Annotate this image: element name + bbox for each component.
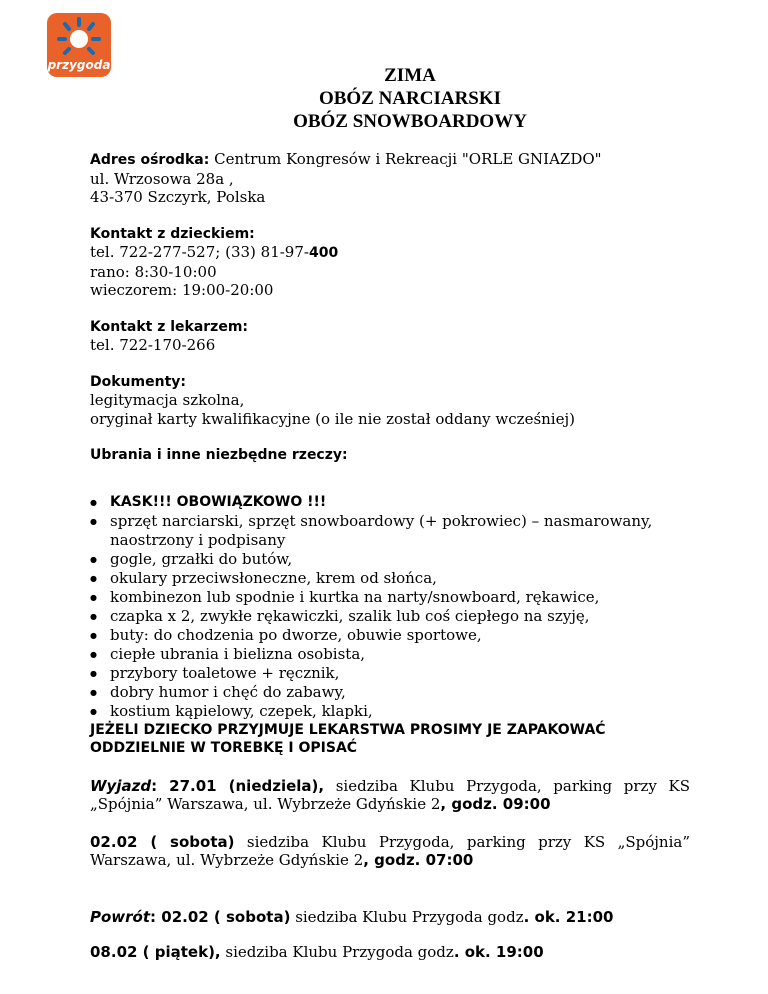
child-contact-phone-bold: 400 <box>308 245 339 261</box>
list-item: ● czapka x 2, zwykłe rękawiczki, szalik lub coś ciepłego na szyję, <box>90 607 690 626</box>
documents-section <box>90 373 690 429</box>
list-item: ● dobry humor i chęć do zabawy, <box>90 683 690 702</box>
doctor-contact-label: Kontakt z lekarzem: <box>90 318 249 335</box>
return-label: Powrót <box>90 907 151 926</box>
return-time-1: . ok. 21:00 <box>523 907 614 926</box>
list-item: ● sprzęt narciarski, sprzęt snowboardowy (+ pokrowiec) – nasmarowany, naostrzony i podpisany <box>90 512 690 550</box>
departure-time-2: , godz. 07:00 <box>363 851 474 869</box>
logo-text: przygoda <box>47 58 111 72</box>
items-list <box>90 493 690 721</box>
list-item: ● buty: do chodzenia po dworze, obuwie sportowe, <box>90 626 690 645</box>
doctor-contact-section <box>90 318 690 355</box>
departure-time-1: , godz. 09:00 <box>440 795 551 813</box>
departure-date-2: 02.02 ( sobota) <box>90 832 235 851</box>
documents-line-2: oryginał karty kwalifikacyjne (o ile nie został oddany wcześniej) <box>90 409 575 428</box>
documents-line-1: legitymacja szkolna, <box>90 391 245 409</box>
items-section <box>90 446 690 757</box>
return-text-2: siedziba Klubu Przygoda godz <box>220 943 454 961</box>
address-value: Centrum Kongresów i Rekreacji "ORLE GNIAZDO" <box>209 150 602 168</box>
return-2 <box>90 943 690 962</box>
documents-label: Dokumenty: <box>90 373 186 390</box>
doctor-contact-phone: tel. 722-170-266 <box>90 336 216 354</box>
list-item: ● kostium kąpielowy, czepek, klapki, <box>90 702 690 721</box>
list-item: ● okulary przeciwsłoneczne, krem od słońca, <box>90 569 690 588</box>
departure-label: Wyjazd <box>90 776 152 795</box>
return-time-2: . ok. 19:00 <box>453 943 544 961</box>
departure-text-1: siedziba Klubu Przygoda, parking przy KS „Spójnia” Warszawa, ul. Wybrzeże Gdyńskie 2 <box>90 776 690 813</box>
list-item: ● ciepłe ubrania i bielizna osobista, <box>90 645 690 664</box>
document-body <box>90 150 690 962</box>
child-contact-evening: wieczorem: 19:00-20:00 <box>90 281 274 299</box>
list-item: ● gogle, grzałki do butów, <box>90 550 690 569</box>
title-line-2: OBÓZ NARCIARSKI <box>318 88 502 109</box>
items-label: Ubrania i inne niezbędne rzeczy: <box>90 447 348 463</box>
page-title <box>0 64 768 133</box>
return-text-1: siedziba Klubu Przygoda godz <box>290 907 524 926</box>
title-line-3: OBÓZ SNOWBOARDOWY <box>293 111 527 132</box>
list-item: ● kombinezon lub spodnie i kurtka na narty/snowboard, rękawice, <box>90 588 690 607</box>
return-date-2: 08.02 ( piątek), <box>90 943 221 961</box>
child-contact-morning: rano: 8:30-10:00 <box>90 262 217 281</box>
departure-2 <box>90 833 690 870</box>
return-date-1: : 02.02 ( sobota) <box>150 907 291 926</box>
return-1 <box>90 908 690 927</box>
address-street: ul. Wrzosowa 28a , <box>90 169 234 188</box>
departure-1 <box>90 777 690 814</box>
child-contact-phone: tel. 722-277-527; (33) 81-97- <box>90 243 309 261</box>
title-line-1: ZIMA <box>384 65 436 86</box>
departure-text-2: siedziba Klubu Przygoda, parking przy KS „Spójnia” Warszawa, ul. Wybrzeże Gdyńskie 2 <box>90 832 690 869</box>
child-contact-section <box>90 225 690 300</box>
address-label: Adres ośrodka: <box>90 152 210 168</box>
medicine-warning: JEŻELI DZIECKO PRZYJMUJE LEKARSTWA PROSIMY JE ZAPAKOWAĆ ODDZIELNIE W TOREBKĘ I OPISAĆ <box>90 721 606 756</box>
list-item: ● przybory toaletowe + ręcznik, <box>90 664 690 683</box>
address-section <box>90 150 690 207</box>
address-city: 43-370 Szczyrk, Polska <box>90 188 266 206</box>
list-item: ● KASK!!! OBOWIĄZKOWO !!! <box>90 493 690 512</box>
departure-date-1: : 27.01 (niedziela), <box>151 776 325 795</box>
child-contact-label: Kontakt z dzieckiem: <box>90 225 255 242</box>
